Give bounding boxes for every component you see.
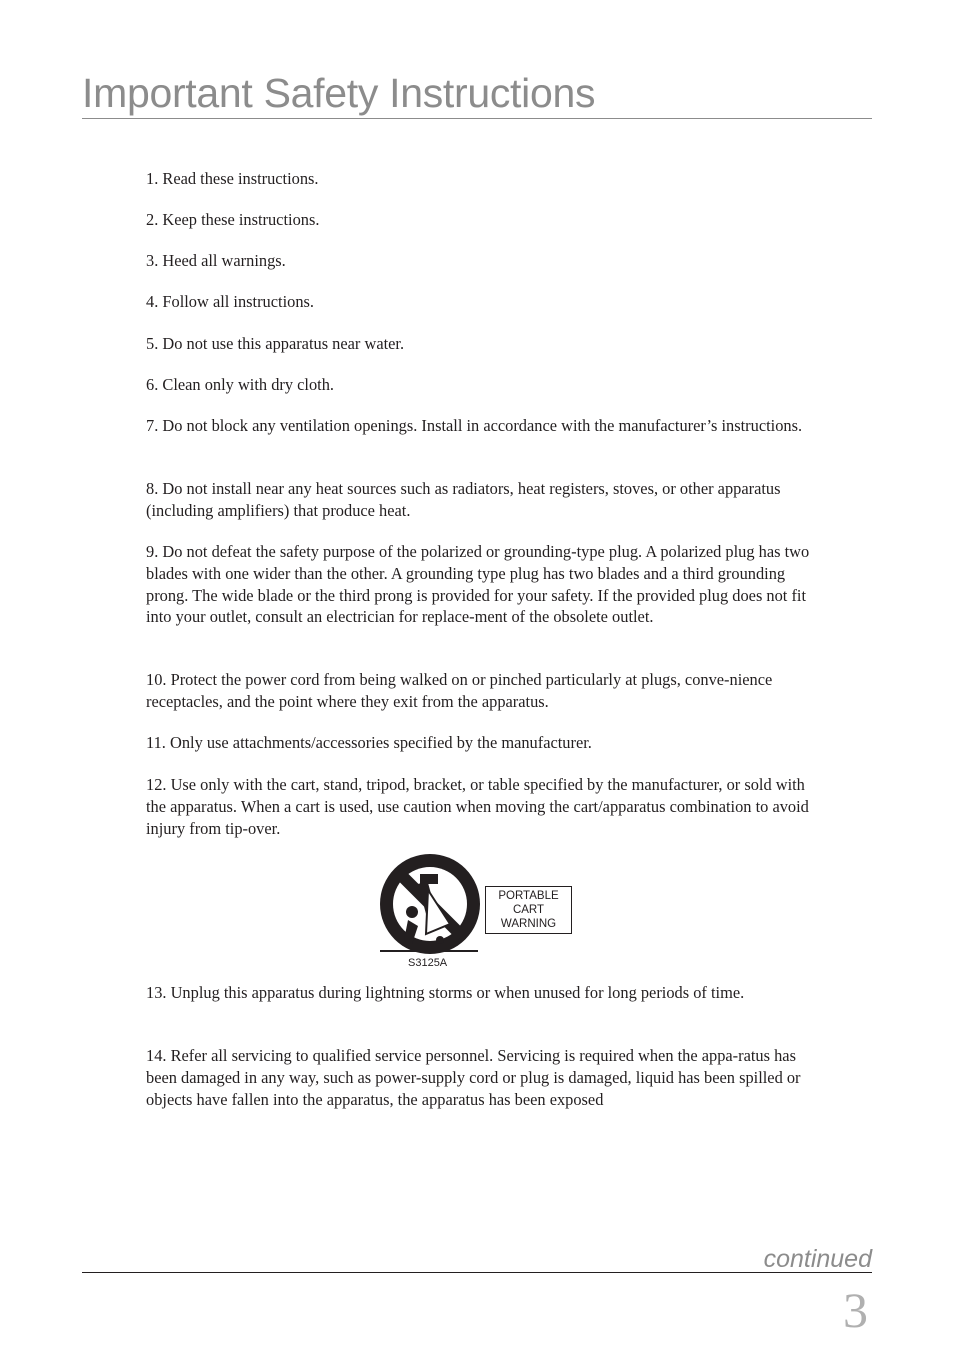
instruction-7: 7. Do not block any ventilation openings. Install in accordance with the manufacturer’s instructions. [146, 416, 803, 435]
instruction-5: 5. Do not use this apparatus near water. [146, 334, 405, 353]
instruction-2: 2. Keep these instructions. [146, 210, 320, 229]
instruction-1: 1. Read these instructions. [146, 169, 319, 188]
instruction-11: 11. Only use attachments/accessories specified by the manufacturer. [146, 733, 592, 752]
instruction-6: 6. Clean only with dry cloth. [146, 375, 335, 394]
instruction-8: 8. Do not install near any heat sources such as radiators, heat registers, stoves, or other apparatus (including amplifiers) that produce heat. [146, 479, 781, 520]
portable-cart-warning-label [485, 886, 572, 934]
figure-code: S3125A [408, 957, 448, 969]
portable-cart-warning-figure [378, 852, 578, 977]
title-divider [82, 118, 872, 119]
page-title: Important Safety Instructions [82, 70, 596, 116]
instruction-14: 14. Refer all servicing to qualified service personnel. Servicing is required when the appa-ratus has been damaged in any way, such as power-supply cord or plug is damaged, liquid has been spilled or objects have fallen into the apparatus, the apparatus has been exposed [146, 1046, 801, 1109]
instruction-3: 3. Heed all warnings. [146, 251, 286, 270]
continued-label: continued [763, 1245, 872, 1273]
page-number: 3 [843, 1282, 868, 1338]
instruction-9: 9. Do not defeat the safety purpose of the polarized or grounding-type plug. A polarized plug has two blades with one wider than the other. A grounding type plug has two blades and a third grounding prong. The wide blade or the third prong is provided for your safety. If the provided plug does not fit into your outlet, consult an electrician for replace-ment of the obsolete outlet. [146, 542, 810, 627]
instruction-12: 12. Use only with the cart, stand, tripod, bracket, or table specified by the manufacturer, or sold with the apparatus. When a cart is used, use caution when moving the cart/apparatus combination to avoid injury from tip-over. [146, 775, 809, 838]
warning-label-line-2: CART [512, 904, 545, 916]
warning-label-line-1: PORTABLE [498, 890, 559, 902]
warning-label-line-3: WARNING [500, 918, 557, 930]
instruction-4: 4. Follow all instructions. [146, 292, 315, 311]
instruction-10: 10. Protect the power cord from being walked on or pinched particularly at plugs, conve-nience receptacles, and the point where they exit from the apparatus. [146, 670, 773, 711]
instruction-13: 13. Unplug this apparatus during lightning storms or when unused for long periods of time. [146, 983, 745, 1002]
cart-tipover-icon [378, 852, 482, 956]
footer-divider [82, 1272, 872, 1273]
